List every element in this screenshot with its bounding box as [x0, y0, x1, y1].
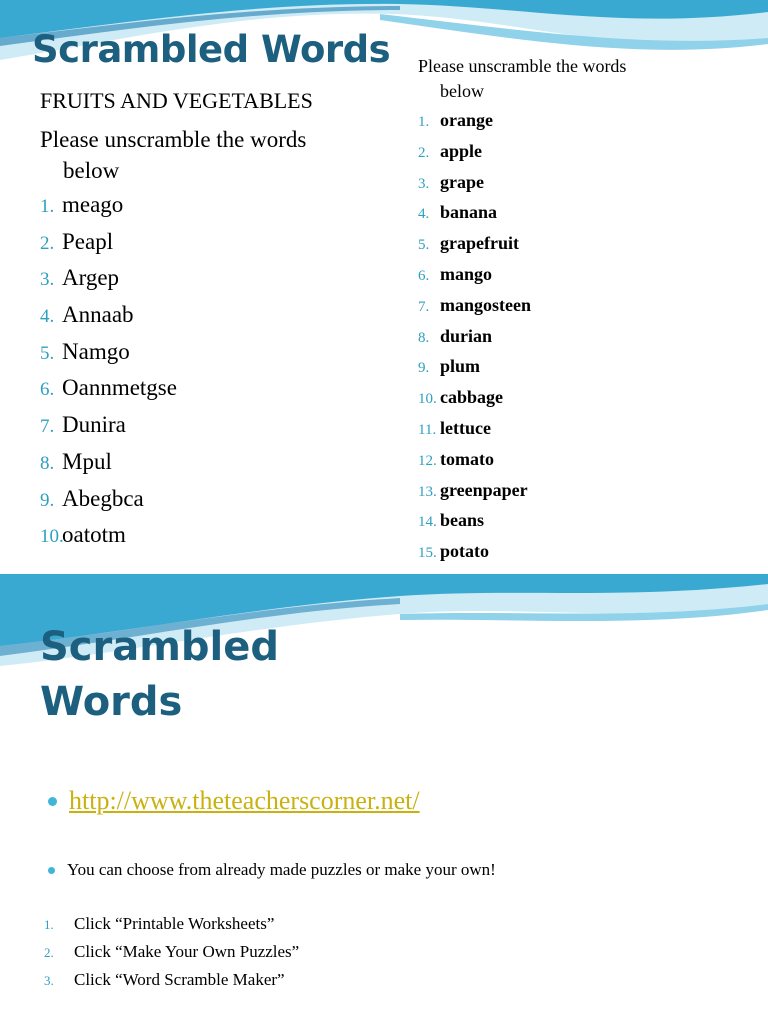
list-number: 5.: [418, 237, 430, 254]
step-text: Click “Word Scramble Maker”: [74, 970, 285, 989]
instructions-line1: Please unscramble the words: [40, 127, 307, 152]
answer-word: banana: [440, 202, 498, 223]
list-item: [418, 110, 531, 141]
step-list: [44, 914, 299, 998]
instructions-left: [40, 124, 380, 186]
page-title: Scrambled Words: [32, 28, 391, 71]
step-text: Click “Make Your Own Puzzles”: [74, 942, 300, 961]
instructions-right: [418, 54, 718, 104]
list-number: 2.: [418, 144, 430, 161]
list-item: [40, 339, 177, 376]
list-item: [418, 326, 531, 357]
bullet-link: [48, 786, 420, 816]
list-number: 13.: [418, 483, 437, 500]
instructions-line2: below: [63, 158, 120, 183]
answer-word: beans: [440, 510, 485, 531]
list-item: [418, 449, 531, 480]
bullet-dot-icon: [48, 867, 55, 874]
list-number: 9.: [40, 489, 55, 511]
list-item: [418, 480, 531, 511]
answers-instructions-line1: Please unscramble the words: [418, 56, 627, 76]
list-item: [40, 375, 177, 412]
list-item: [44, 970, 299, 998]
list-item: [418, 541, 531, 570]
answer-word-list: [418, 110, 531, 570]
resources-title: [40, 620, 279, 730]
answer-word: greenpaper: [440, 479, 528, 500]
scrambled-word-list: [40, 192, 177, 559]
scrambled-word: Oannmetgse: [62, 375, 177, 401]
answer-word: lettuce: [440, 417, 491, 438]
list-item: [40, 486, 177, 523]
scrambled-word: Annaab: [62, 302, 134, 328]
puzzle-note: You can choose from already made puzzles or make your own!: [67, 860, 496, 879]
list-number: 4.: [40, 306, 55, 328]
list-item: [40, 265, 177, 302]
list-number: 3.: [418, 175, 430, 192]
list-number: 6.: [40, 379, 55, 401]
list-number: 6.: [418, 267, 430, 284]
list-number: 7.: [418, 298, 430, 315]
list-item: [418, 202, 531, 233]
list-number: 9.: [418, 360, 430, 377]
list-item: [418, 264, 531, 295]
scrambled-word: Mpul: [62, 448, 112, 474]
scrambled-word: Dunira: [62, 412, 126, 438]
list-item: [418, 510, 531, 541]
answer-word: plum: [440, 356, 481, 377]
list-number: 8.: [40, 452, 55, 474]
list-item: [418, 233, 531, 264]
list-item: [40, 229, 177, 266]
title-line2: Words: [40, 679, 183, 725]
list-item: [40, 302, 177, 339]
bullet-note: [48, 860, 496, 880]
answer-word: apple: [440, 140, 483, 161]
title-line1: Scrambled: [40, 624, 280, 670]
list-item: [40, 449, 177, 486]
category-subtitle: FRUITS AND VEGETABLES: [40, 88, 313, 113]
scrambled-word: Abegbca: [62, 485, 144, 511]
list-item: [44, 942, 299, 970]
list-number: 2.: [40, 232, 55, 254]
list-item: [418, 387, 531, 418]
list-number: 11.: [418, 421, 437, 438]
scrambled-word: oatotm: [62, 522, 126, 548]
answer-word: potato: [440, 541, 489, 562]
answer-word: mango: [440, 263, 493, 284]
list-number: 8.: [418, 329, 430, 346]
list-number: 1.: [418, 114, 430, 130]
list-number: 10.: [40, 526, 64, 548]
list-item: [418, 418, 531, 449]
list-number: 7.: [40, 416, 55, 438]
answer-word: cabbage: [440, 387, 503, 408]
list-number: 12.: [418, 452, 437, 469]
list-item: [40, 192, 177, 229]
scrambled-word: Argep: [62, 265, 120, 291]
answer-word: mangosteen: [440, 294, 531, 315]
answers-instructions-line2: below: [440, 81, 484, 101]
list-number: 2.: [44, 945, 54, 960]
answer-word: grapefruit: [440, 233, 519, 254]
scrambled-word: meago: [62, 192, 124, 217]
list-item: [44, 914, 299, 942]
scrambled-word: Namgo: [62, 338, 130, 364]
answer-word: orange: [440, 110, 493, 130]
list-item: [418, 172, 531, 203]
answer-word: durian: [440, 325, 493, 346]
list-number: 5.: [40, 342, 55, 364]
list-number: 1.: [44, 917, 54, 932]
answer-word: tomato: [440, 448, 494, 469]
list-number: 4.: [418, 206, 430, 223]
list-number: 14.: [418, 514, 437, 531]
scrambled-word: Peapl: [62, 228, 114, 254]
list-item: [40, 412, 177, 449]
list-item: [418, 295, 531, 326]
list-number: 1.: [40, 196, 55, 217]
list-number: 3.: [40, 269, 55, 291]
list-number: 3.: [44, 973, 54, 988]
list-number: 10.: [418, 391, 437, 408]
bullet-dot-icon: [48, 797, 57, 806]
answer-word: grape: [440, 171, 484, 192]
list-item: [418, 356, 531, 387]
list-item: [40, 522, 177, 559]
list-number: 15.: [418, 545, 437, 562]
teacherscorner-link[interactable]: http://www.theteacherscorner.net/: [69, 786, 420, 815]
list-item: [418, 141, 531, 172]
step-text: Click “Printable Worksheets”: [74, 914, 275, 933]
slide-resources: [0, 574, 768, 1024]
